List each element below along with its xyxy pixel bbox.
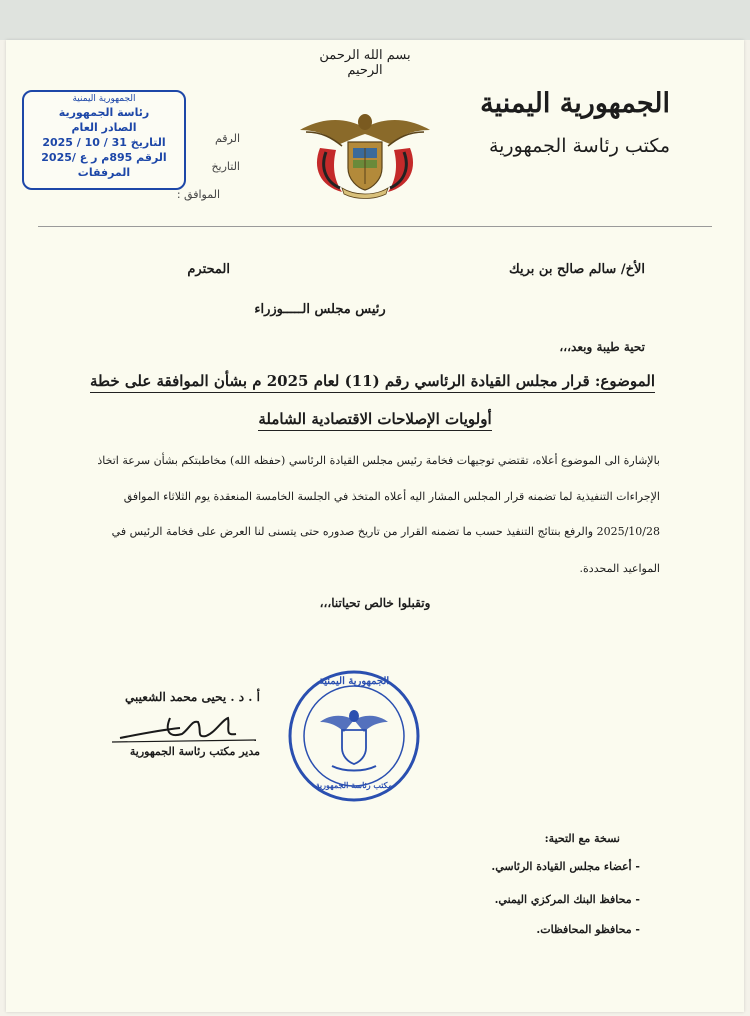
received-stamp bbox=[22, 90, 186, 190]
copies-item-3: - محافظو المحافظات. bbox=[536, 923, 640, 936]
header-divider bbox=[38, 226, 712, 227]
basmala: بسم الله الرحمن الرحيم bbox=[319, 48, 411, 78]
eagle-emblem-icon bbox=[290, 88, 440, 200]
corresponding-label: الموافق : bbox=[176, 188, 220, 201]
body-line-4: المواعيد المحددة. bbox=[579, 562, 660, 575]
copies-item-2: - محافظ البنك المركزي اليمني. bbox=[494, 893, 640, 906]
date-label: التاريخ bbox=[211, 160, 240, 173]
subject-text-2: أولويات الإصلاحات الاقتصادية الشاملة bbox=[258, 410, 491, 431]
copies-item-1: - أعضاء مجلس القيادة الرئاسي. bbox=[491, 860, 640, 873]
republic-title: الجمهورية اليمنية bbox=[480, 88, 670, 119]
signatory-name: أ . د . يحيى محمد الشعيبي bbox=[125, 690, 260, 704]
greeting: تحية طيبة وبعد،،، bbox=[559, 340, 645, 354]
subject-line-1 bbox=[90, 372, 655, 390]
copies-heading: نسخة مع التحية: bbox=[544, 832, 620, 845]
body-line-3: 2025/10/28 والرفع بنتائج التنفيذ حسب ما تضمنه القرار من تاريخ صدوره حتى يتسنى لنا العرض على فخامة الرئيس في bbox=[111, 525, 660, 538]
honorific: المحترم bbox=[187, 262, 230, 277]
seal-bottom-text: مكتب رئاسة الجمهورية bbox=[315, 780, 393, 790]
subject-text-1: الموضوع: قرار مجلس القيادة الرئاسي رقم (11) لعام 2025 م بشأن الموافقة على خطة bbox=[90, 372, 655, 393]
office-subtitle: مكتب رئاسة الجمهورية bbox=[488, 135, 670, 157]
closing: وتقبلوا خالص تحياتنا،،، bbox=[319, 596, 431, 610]
signatory-title: مدير مكتب رئاسة الجمهورية bbox=[129, 745, 260, 758]
subject-line-2 bbox=[245, 410, 505, 428]
body-line-1: بالإشارة الى الموضوع أعلاه، تقتضي توجيهات فخامة رئيس مجلس القيادة الرئاسي (حفظه الله) مخاطبتكم بشأن سرعة اتخاذ bbox=[97, 454, 660, 467]
signature-icon bbox=[110, 708, 260, 748]
stamp-line1: الجمهورية اليمنية bbox=[72, 94, 136, 104]
top-bar bbox=[0, 0, 750, 40]
stamp-number: الرقم 895م ر ع /2025 bbox=[41, 151, 167, 164]
stamp-line2: رئاسة الجمهورية bbox=[58, 106, 150, 119]
addressee: الأخ/ سالم صالح بن بريك bbox=[509, 262, 645, 277]
stamp-line3: الصادر العام bbox=[71, 121, 137, 134]
body-line-2: الإجراءات التنفيذية لما تضمنه قرار المجلس المشار اليه أعلاه المتخذ في الجلسة الخامسة المنعقدة يوم الثلاثاء الموافق bbox=[123, 490, 660, 503]
reference-label: الرقم bbox=[214, 132, 240, 145]
stamp-attachments: المرفقات bbox=[77, 166, 131, 179]
stamp-date: التاريخ 31 / 10 / 2025 bbox=[42, 136, 166, 149]
seal-top-text: الجمهورية اليمنية bbox=[318, 676, 390, 687]
addressee-title: رئيس مجلس الـــــوزراء bbox=[254, 302, 386, 317]
